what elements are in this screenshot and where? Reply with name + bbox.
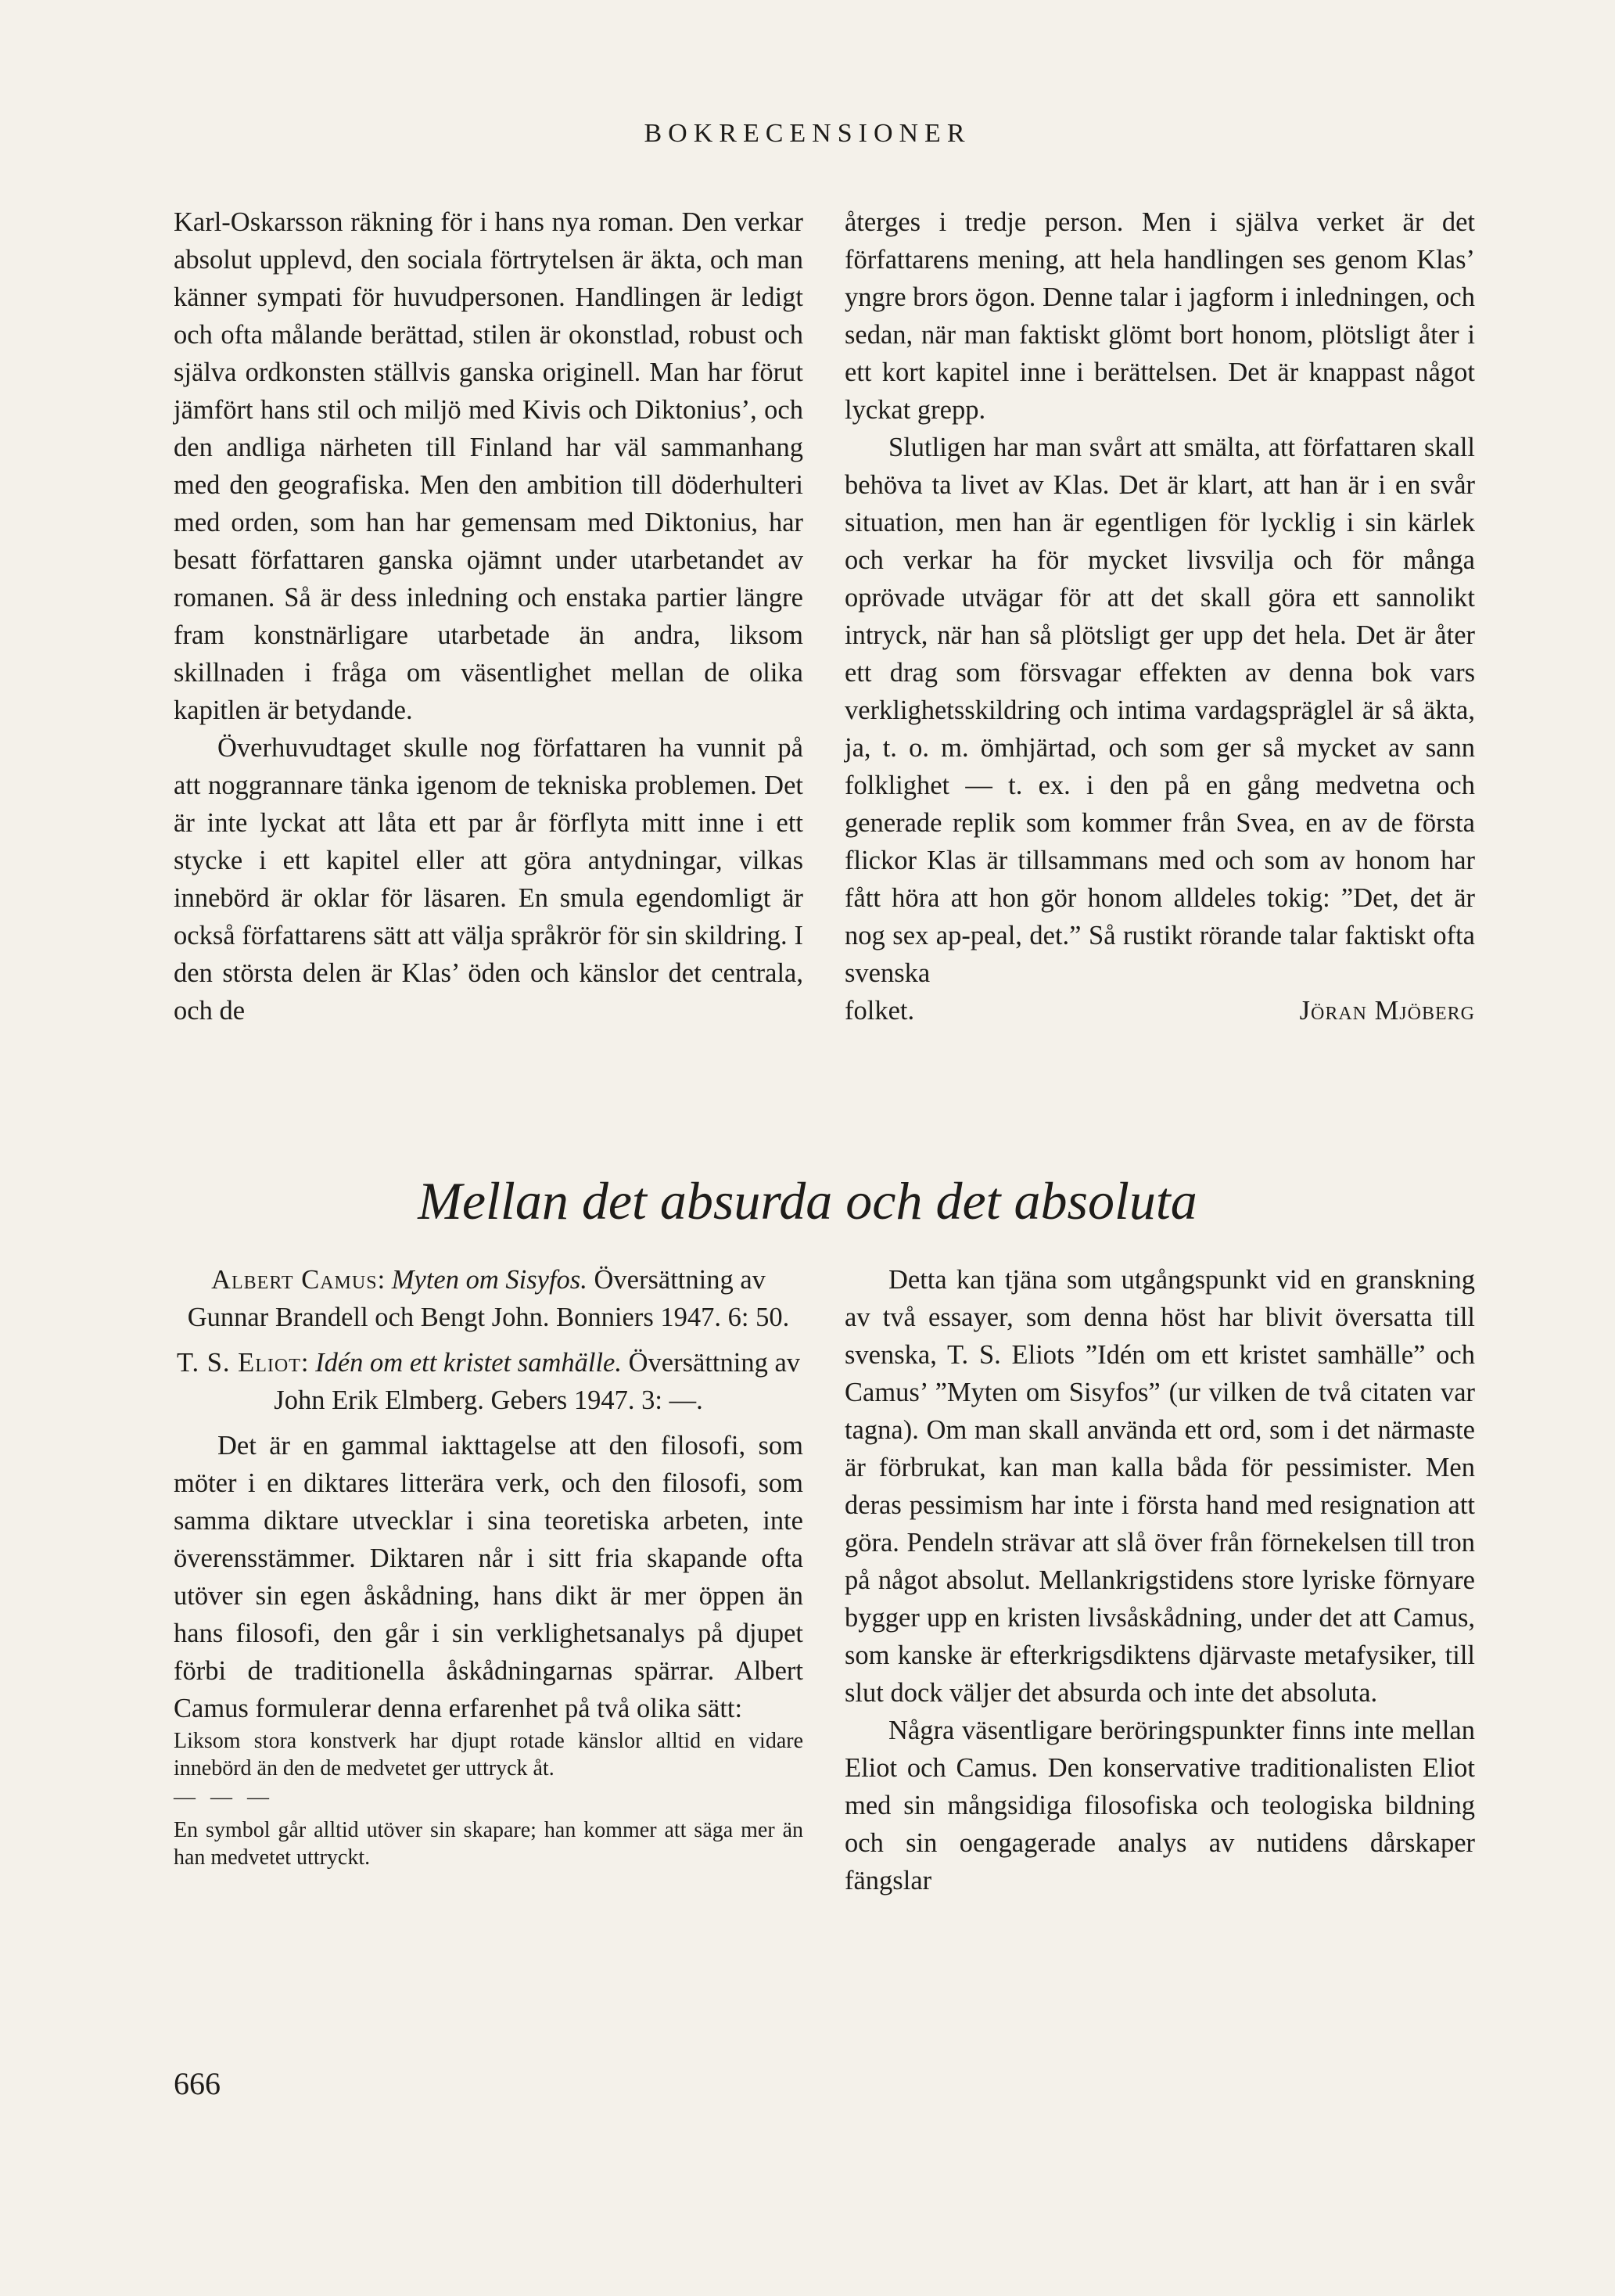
running-head: BOKRECENSIONER [644, 119, 971, 148]
reference-title: Idén om ett kristet samhälle. [315, 1348, 622, 1378]
reference-details: Översättning av Gunnar Brandell och Bengt John. Bonniers 1947. 6: 50. [187, 1265, 790, 1332]
quote-separator: — — — [174, 1785, 274, 1809]
article-column-left [174, 1261, 803, 1871]
paragraph: Överhuvudtaget skulle nog författaren ha vunnit på att noggrannare tänka igenom de tekniska problemen. Det är inte lyckat att låta ett par år förflyta mitt inne i ett stycke i ett kapitel eller att göra antydningar, vilkas innebörd är oklar för läsaren. En smula egendomligt är också författarens sätt att välja språkrör för sin skildring. I den största delen är Klas’ öden och känslor det centrala, och de [174, 733, 803, 1026]
reference-details: Översättning av John Erik Elmberg. Gebers 1947. 3: —. [274, 1348, 801, 1415]
paragraph: Karl-Oskarsson räkning för i hans nya roman. Den verkar absolut upplevd, den sociala förtrytelsen är äkta, och man känner sympati för huvudpersonen. Handlingen är ledigt och ofta målande berättad, stilen är okonstlad, robust och själva ordkonsten ställvis ganska originell. Man har förut jämfört hans stil och miljö med Kivis och Diktonius’, och den andliga närheten till Finland har väl sammanhang med den geografiska. Men den ambition till döderhulteri med orden, som han har gemensam med Diktonius, har besatt författaren ganska ojämnt under utarbetandet av romanen. Så är dess inledning och enstaka partier längre fram konstnärligare utarbetade än andra, liksom skillnaden i fråga om väsentlighet mellan de olika kapitlen är betydande. [174, 207, 803, 725]
reference-author: T. S. Eliot [176, 1348, 301, 1378]
page-number: 666 [174, 2066, 221, 2101]
paragraph: återges i tredje person. Men i själva verket är det författarens mening, att hela handlingen ses genom Klas’ yngre brors ögon. Denne talar i jagform i inledningen, och sedan, när man faktiskt glömt bort honom, plötsligt åter i ett kort kapitel inne i berättelsen. Det är knappast något lyckat grepp. [845, 207, 1475, 425]
article-title: Mellan det absurda och det absoluta [418, 1171, 1197, 1231]
reference-author: Albert Camus [211, 1265, 378, 1295]
block-quote: En symbol går alltid utöver sin skapare; han kommer att säga mer än han medvetet uttryckt. [174, 1818, 803, 1870]
reviewer-name: Jöran Mjöberg [1299, 996, 1475, 1026]
paragraph: Några väsentligare beröringspunkter finns inte mellan Eliot och Camus. Den konservative traditionalisten Eliot med sin mångsidiga filosofiska och teologiska bildning och sin oengagerade analys av nutidens dårskaper fängslar [845, 1716, 1475, 1895]
review-column-left [174, 203, 803, 1029]
review-column-right [845, 203, 1475, 1029]
paragraph: Det är en gammal iakttagelse att den filosofi, som möter i en diktares litterära verk, och den filosofi, som samma diktare utvecklar i sina teoretiska arbeten, inte överensstämmer. Diktaren når i sitt fria skapande ofta utöver sin egen åskådning, hans dikt är mer öppen än hans filosofi, den går i sin verklighetsanalys på djupet förbi de traditionella åskådningarnas spärrar. Albert Camus formulerar denna erfarenhet på två olika sätt: [174, 1431, 803, 1723]
book-reference: T. S. Eliot: Idén om ett kristet samhälle. Översättning av John Erik Elmberg. Gebers 1947. 3: —. [176, 1348, 801, 1415]
book-reference: Albert Camus: Myten om Sisyfos. Översättning av Gunnar Brandell och Bengt John. Bonniers 1947. 6: 50. [187, 1265, 790, 1332]
signature-line [845, 992, 1475, 1029]
closing-word: folket. [845, 996, 915, 1026]
article-column-right [845, 1261, 1475, 1899]
paragraph: Detta kan tjäna som utgångspunkt vid en granskning av två essayer, som denna höst har blivit översatta till svenska, T. S. Eliots ”Idén om ett kristet samhälle” och Camus’ ”Myten om Sisyfos” (ur vilken de två citaten var tagna). Om man skall använda ett ord, som i det närmaste är förbrukat, kan man kalla båda för pessimister. Men deras pessimism har inte i första hand med resignation att göra. Pendeln strävar att slå över från förnekelsen till tron på något absolut. Mellankrigstidens store lyriske förnyare bygger upp en kristen livsåskådning, under det att Camus, som kanske är efterkrigsdiktens djärvaste metafysiker, till slut dock väljer det absurda och inte det absoluta. [845, 1265, 1475, 1708]
reference-title: Myten om Sisyfos. [391, 1265, 587, 1295]
paragraph: Slutligen har man svårt att smälta, att författaren skall behöva ta livet av Klas. Det är klart, att han är i en svår situation, men han är egentligen för lycklig i sin kärlek och verkar ha för mycket livsvilja och för många oprövade utvägar för att det skall göra ett sannolikt intryck, när han så plötsligt ger upp det hela. Det är åter ett drag som försvagar effekten av denna bok vars verklighetsskildring och intima vardagspräglel är så äkta, ja, t. o. m. ömhjärtad, och som ger så mycket av sann folklighet — t. ex. i den på en gång medvetna och generade replik som kommer från Svea, en av de första flickor Klas är tillsammans med och som av honom har fått höra att hon gör honom alldeles tokig: ”Det, det är nog sex ap-peal, det.” Så rustikt rörande talar faktiskt ofta svenska [845, 433, 1475, 988]
block-quote: Liksom stora konstverk har djupt rotade känslor alltid en vidare innebörd än den de medvetet ger uttryck åt. [174, 1729, 803, 1780]
